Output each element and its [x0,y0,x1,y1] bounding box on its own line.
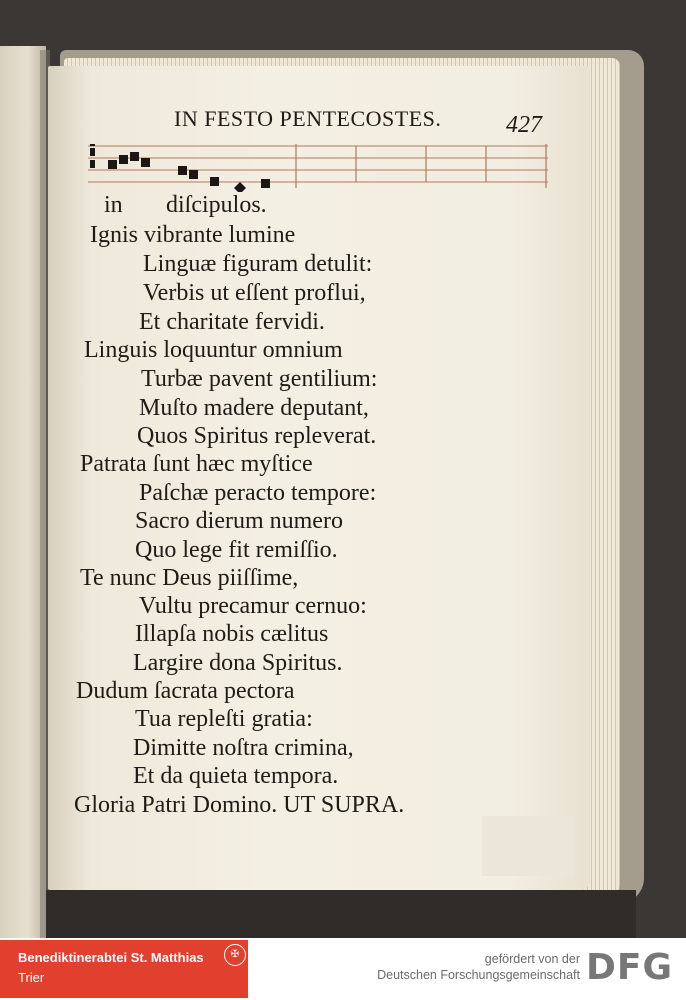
dfg-logo[interactable]: DFG [586,947,674,988]
verse-line: Illapſa nobis cælitus [135,621,329,647]
staff-lines [88,146,548,182]
running-header: IN FESTO PENTECOSTES. [174,106,442,131]
verse-line: Et da quieta tempora. [133,763,339,789]
verse-line: Quos Spiritus repleverat. [137,423,377,449]
verse-line: Gloria Patri Domino. UT SUPRA. [74,792,405,818]
verse-line: Linguis loquuntur omnium [84,337,343,363]
funded-by-label: gefördert von der [484,952,580,966]
neume [189,170,198,179]
verse-line: Ignis vibrante lumine [90,222,296,248]
verse-line: Dudum ſacrata pectora [76,678,295,704]
verse-line: Largire dona Spiritus. [133,650,343,676]
institution-banner[interactable] [0,940,248,998]
neume [178,166,187,175]
chant-staff [88,144,550,192]
verse-line: Paſchæ peracto tempore: [139,480,377,506]
funder-name: Deutschen Forschungsgemeinschaft [377,968,580,982]
bar-lines [296,144,546,188]
verse-line: Dimitte noſtra crimina, [133,735,354,761]
page-repair-patch [482,816,574,876]
institution-emblem-icon: ✠ [224,944,246,966]
verse-line: Linguæ figuram detulit: [143,251,373,277]
neume [130,152,139,161]
bottom-shadow [46,890,636,938]
neume [108,160,117,169]
verse-line: Vultu precamur cernuo: [139,593,367,619]
verse-line: Te nunc Deus piiſſime, [80,565,299,591]
verse-line: Turbæ pavent gentilium: [141,366,378,392]
institution-name[interactable]: Benediktinerabtei St. Matthias [18,950,204,965]
neume-diamond [234,182,246,192]
neumes [90,144,270,192]
neume [210,177,219,186]
neume [119,155,128,164]
clef [90,144,95,146]
institution-city: Trier [18,970,45,985]
neume [141,158,150,167]
verse-line: Sacro dierum numero [135,508,343,534]
syllable: diſcipulos. [166,192,267,218]
syllable: in [104,192,123,218]
neume [261,179,270,188]
verse-line: Et charitate fervidi. [139,309,325,335]
page-number: 427 [506,112,542,138]
verse-line: Tua repleſti gratia: [135,706,313,732]
verse-line: Quo lege fit remiſſio. [135,537,338,563]
verse-line: Patrata ſunt hæc myſtice [80,451,313,477]
verse-line: Muſto madere deputant, [139,395,369,421]
verse-line: Verbis ut eſſent proflui, [143,280,366,306]
